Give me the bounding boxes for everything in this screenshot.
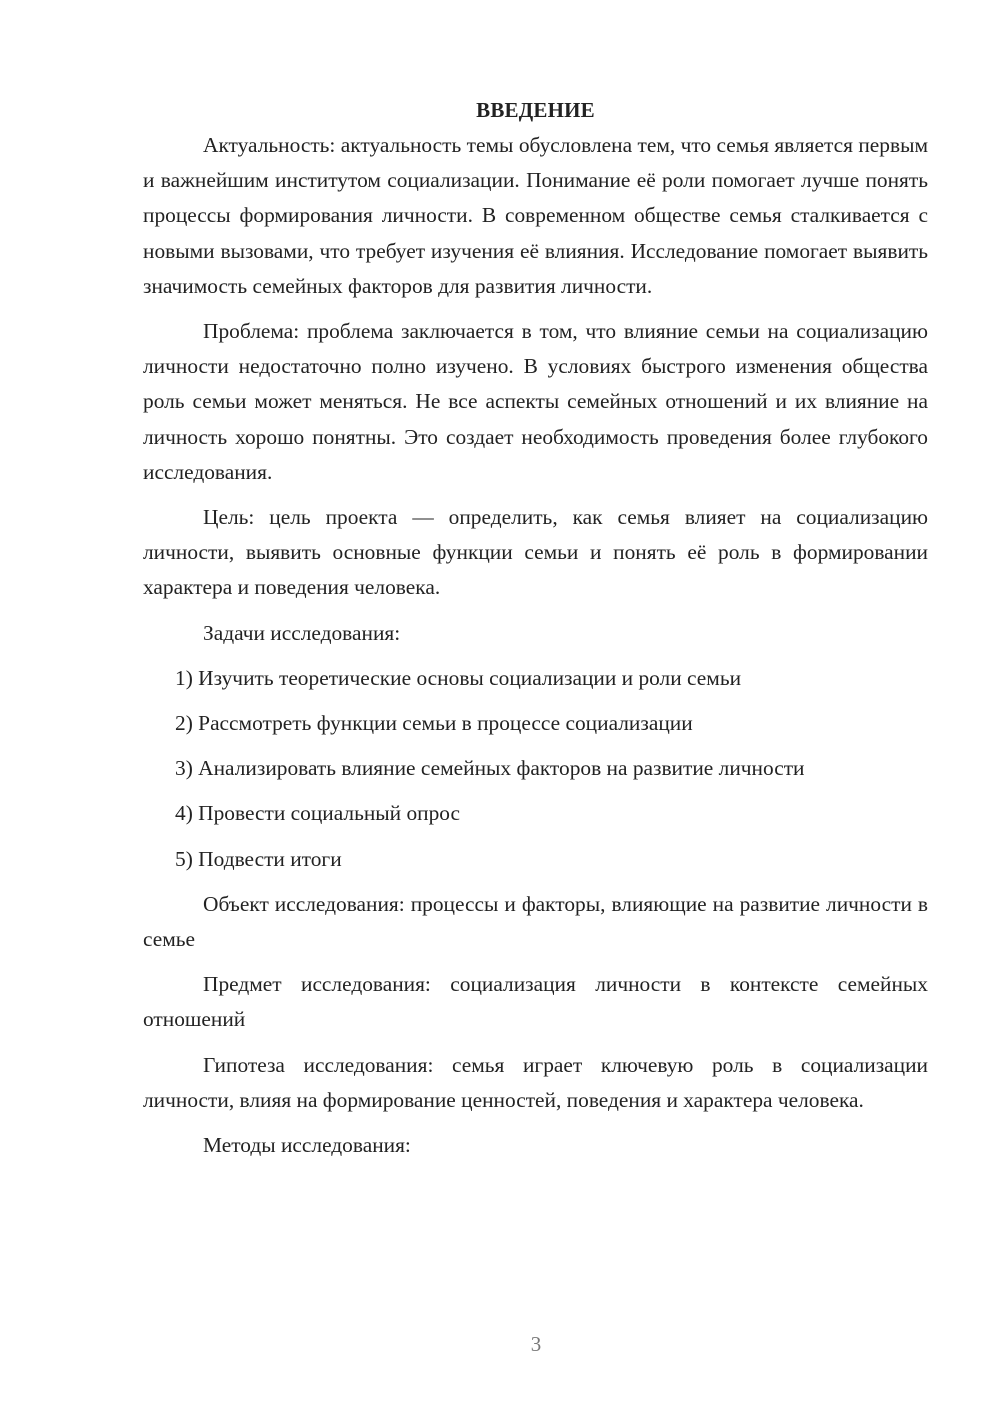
page-title: ВВЕДЕНИЕ	[476, 98, 595, 122]
document-page	[143, 92, 928, 1173]
hypothesis-paragraph: Гипотеза исследования: семья играет ключевую роль в социализации личности, влияя на формирование ценностей, поведения и характера человека.	[143, 1052, 928, 1112]
subject-paragraph: Предмет исследования: социализация личности в контексте семейных отношений	[143, 972, 928, 1032]
page-number: 3	[530, 1332, 542, 1356]
tasks-heading: Задачи исследования:	[203, 620, 401, 645]
object-paragraph: Объект исследования: процессы и факторы, влияющие на развитие личности в семье	[143, 891, 928, 952]
goal-paragraph: Цель: цель проекта — определить, как семья влияет на социализацию личности, выявить основные функции семьи и понять её роль в формировании характера и поведения человека.	[143, 505, 928, 600]
methods-heading: Методы исследования:	[203, 1133, 411, 1158]
problem-paragraph: Проблема: проблема заключается в том, что влияние семьи на социализацию личности недостаточно полно изучено. В условиях быстрого изменения общества роль семьи может меняться. Не все аспекты семейных отношений и их влияние на личность хорошо понятны. Это создает необходимость проведения более глубокого исследования.	[143, 319, 928, 484]
relevance-paragraph: Актуальность: актуальность темы обусловлена тем, что семья является первым и важнейшим институтом социализации. Понимание её роли помогает лучше понять процессы формирования личности. В современном обществе семья сталкивается с новыми вызовами, что требует изучения её влияния. Исследование помогает выявить значимость семейных факторов для развития личности.	[143, 133, 928, 298]
tasks-list	[143, 661, 928, 877]
task-item-1: 1) Изучить теоретические основы социализации и роли семьи	[175, 665, 742, 690]
task-item-3: 3) Анализировать влияние семейных факторов на развитие личности	[175, 756, 805, 781]
task-item-4: 4) Провести социальный опрос	[175, 801, 461, 826]
task-item-5: 5) Подвести итоги	[175, 846, 342, 871]
task-item-2: 2) Рассмотреть функции семьи в процессе социализации	[175, 711, 693, 736]
